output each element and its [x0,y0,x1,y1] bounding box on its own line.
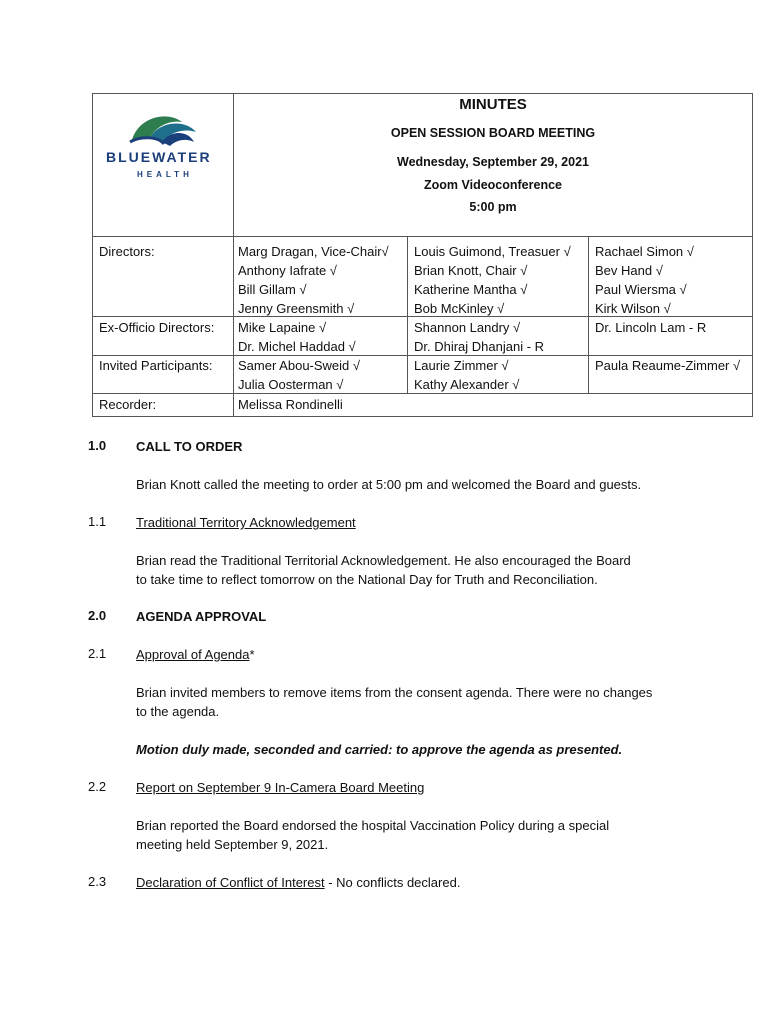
meeting-type: OPEN SESSION BOARD MEETING [390,126,596,140]
subsection-heading [136,645,255,664]
section-number: 2.3 [88,874,107,889]
table-divider [233,93,234,417]
subsection-title: Approval of Agenda [136,647,250,662]
section-number: 2.0 [88,608,107,623]
attendee-name: Melissa Rondinelli [238,397,343,412]
row-label-recorder: Recorder: [99,397,157,412]
meeting-venue: Zoom Videoconference [424,178,562,192]
section-number: 1.0 [88,438,107,453]
table-divider [407,236,408,394]
attendee-name: Kirk Wilson √ [595,301,671,316]
ex-officio-col1 [238,318,356,356]
attendee-name: Louis Guimond, Treasuer √ [414,244,571,259]
invited-col3 [595,356,740,375]
row-label-invited: Invited Participants: [99,358,213,373]
invited-col1 [238,356,360,394]
attendee-name: Anthony Iafrate √ [238,263,337,278]
attendee-name: Mike Lapaine √ [238,320,327,335]
section-text: Brian invited members to remove items from the consent agenda. There were no changes [136,685,653,700]
invited-col2 [414,356,519,394]
attendee-name: Dr. Lincoln Lam - R [595,320,707,335]
recorder-col1 [238,395,343,414]
section-text: Brian read the Traditional Territorial Acknowledgement. He also encouraged the Board [136,553,631,568]
attendee-name: Bev Hand √ [595,263,663,278]
attendee-name: Rachael Simon √ [595,244,694,259]
section-text: meeting held September 9, 2021. [136,837,329,852]
table-divider [92,236,753,237]
attendee-name: Dr. Dhiraj Dhanjani - R [414,339,545,354]
section-heading: AGENDA APPROVAL [136,609,267,624]
directors-col1 [238,242,389,318]
section-number: 1.1 [88,514,107,529]
attendee-name: Paula Reaume-Zimmer √ [595,358,741,373]
attendee-name: Dr. Michel Haddad √ [238,339,356,354]
attendee-name: Kathy Alexander √ [414,377,520,392]
attendee-name: Bill Gillam √ [238,282,307,297]
meeting-date: Wednesday, September 29, 2021 [397,155,589,169]
section-heading: CALL TO ORDER [136,439,243,454]
section-text: to take time to reflect tomorrow on the National Day for Truth and Reconciliation. [136,572,598,587]
subsection-heading: Report on September 9 In-Camera Board Meeting [136,780,425,795]
section-text: to the agenda. [136,704,220,719]
attendee-name: Marg Dragan, Vice-Chair√ [238,244,389,259]
section-number: 2.2 [88,779,107,794]
subsection-heading [136,873,460,892]
subsection-title: Declaration of Conflict of Interest [136,875,325,890]
ex-officio-col2 [414,318,544,356]
subsection-note: - No conflicts declared. [324,875,461,890]
motion-text: Motion duly made, seconded and carried: to approve the agenda as presented. [136,742,623,757]
attendee-name: Katherine Mantha √ [414,282,528,297]
attendee-name: Julia Oosterman √ [238,377,344,392]
attendee-name: Paul Wiersma √ [595,282,687,297]
asterisk: * [249,647,255,662]
subsection-heading: Traditional Territory Acknowledgement [136,515,356,530]
meeting-time: 5:00 pm [469,200,517,214]
page-title: MINUTES [459,96,527,113]
row-label-directors: Directors: [99,244,155,259]
directors-col2 [414,242,571,318]
table-divider [588,236,589,394]
attendee-name: Bob McKinley √ [414,301,505,316]
attendee-name: Jenny Greensmith √ [238,301,355,316]
attendee-name: Brian Knott, Chair √ [414,263,528,278]
attendee-name: Laurie Zimmer √ [414,358,509,373]
attendee-name: Samer Abou-Sweid √ [238,358,361,373]
section-text: Brian Knott called the meeting to order at 5:00 pm and welcomed the Board and guests. [136,477,642,492]
directors-col3 [595,242,694,318]
logo-wordmark: BLUEWATER [106,149,212,165]
section-text: Brian reported the Board endorsed the hospital Vaccination Policy during a special [136,818,610,833]
section-number: 2.1 [88,646,107,661]
row-label-ex-officio: Ex-Officio Directors: [99,320,215,335]
attendee-name: Shannon Landry √ [414,320,521,335]
ex-officio-col3 [595,318,706,337]
logo-subtitle: HEALTH [137,170,193,179]
